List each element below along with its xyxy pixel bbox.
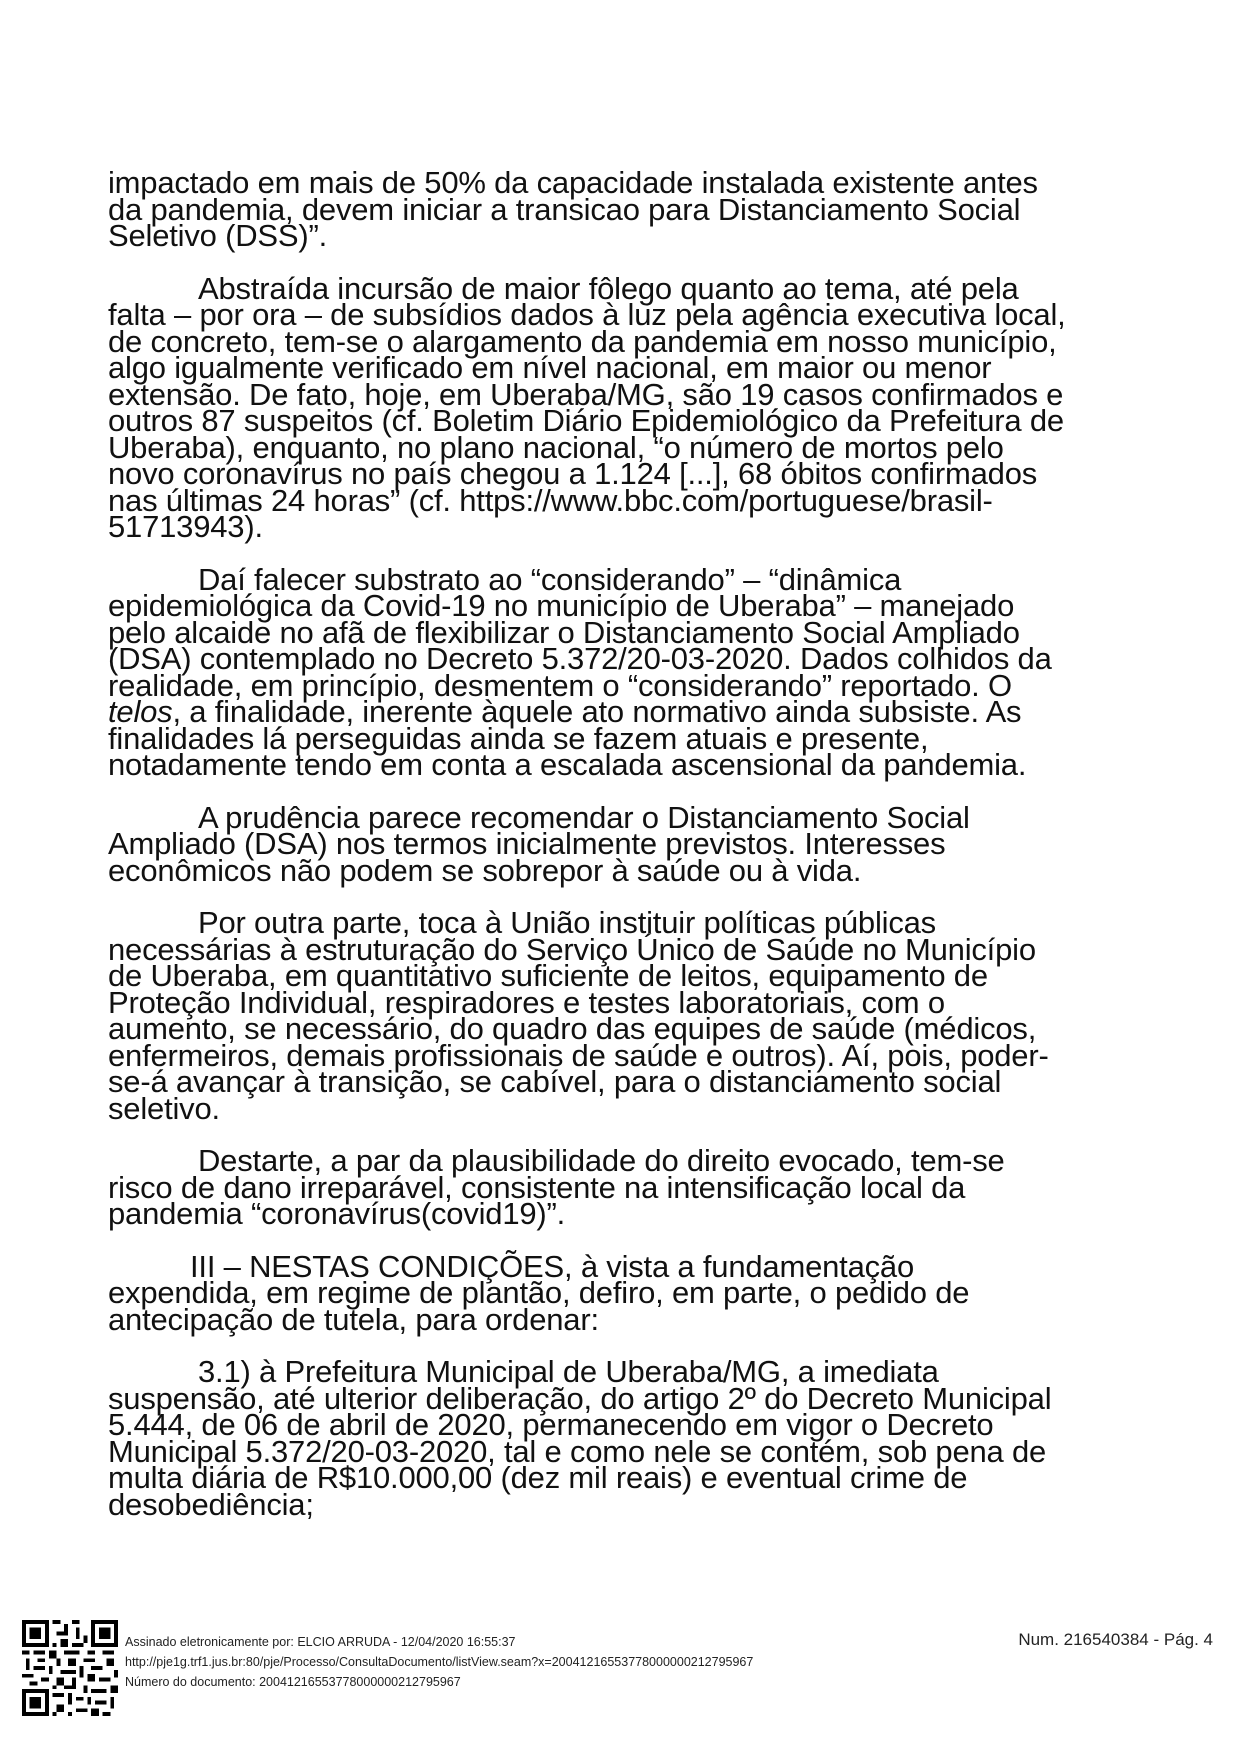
paragraph-3-end: , a finalidade, inerente àquele ato normativo ainda subsiste. As finalidades lá perseguidas ainda se fazem atuais e presente, notadamente tendo em conta a escalada ascensional da pandemia. (108, 694, 1027, 782)
paragraph-5: Por outra parte, toca à União instituir políticas públicas necessárias à estruturação do Serviço Único de Saúde no Município de Uberaba, em quantitativo suficiente de leitos, equipamento de Proteção Individual, respiradores e testes laboratoriais, com o aumento, se necessário, do quadro das equipes de saúde (médicos, enfermeiros, demais profissionais de saúde e outros). Aí, pois, poder-se-á avançar à transição, se cabível, para o distanciamento social seletivo. (108, 905, 1049, 1126)
paragraph-2: Abstraída incursão de maior fôlego quanto ao tema, até pela falta – por ora – de subsídios dados à luz pela agência executiva local, de concreto, tem-se o alargamento da pandemia em nosso município, algo igualmente verificado em nível nacional, em maior ou menor extensão. De fato, hoje, em Uberaba/MG, são 19 casos confirmados e outros 87 suspeitos (cf. Boletim Diário Epidemiológico da Prefeitura de Uberaba), enquanto, no plano nacional, “o número de mortos pelo novo coronavírus no país chegou a 1.124 [...], 68 óbitos confirmados nas últimas 24 horas” (cf. https://www.bbc.com/portuguese/brasil-51713943). (108, 270, 1066, 544)
document-url: http://pje1g.trf1.jus.br:80/pje/Processo/ConsultaDocumento/listView.seam?x=20041216553778000000212795967 (125, 1655, 754, 1669)
paragraph-8: 3.1) à Prefeitura Municipal de Uberaba/MG, a imediata suspensão, até ulterior deliberação, do artigo 2º do Decreto Municipal 5.444, de 06 de abril de 2020, permanecendo em vigor o Decreto Municipal 5.372/20-03-2020, tal e como nele se contém, sob pena de multa diária de R$10.000,00 (dez mil reais) e eventual crime de desobediência; (108, 1354, 1052, 1522)
paragraph-1: impactado em mais de 50% da capacidade instalada existente antes da pandemia, devem iniciar a transicao para Distanciamento Social Seletivo (DSS)”. (108, 165, 1038, 253)
paragraph-3-start: Daí falecer substrato ao “considerando” – “dinâmica epidemiológica da Covid-19 no município de Uberaba” – manejado pelo alcaide no afã de flexibilizar o Distanciamento Social Ampliado (DSA) contemplado no Decreto 5.372/20-03-2020. Dados colhidos da realidade, em princípio, desmentem o “considerando” reportado. O (108, 561, 1052, 703)
paragraph-6: Destarte, a par da plausibilidade do direito evocado, tem-se risco de dano irreparável, consistente na intensificação local da pandemia “coronavírus(covid19)”. (108, 1143, 1005, 1231)
document-body (108, 165, 1068, 1544)
signature-line: Assinado eletronicamente por: ELCIO ARRUDA - 12/04/2020 16:55:37 (125, 1635, 516, 1649)
qr-code-icon (22, 1620, 118, 1716)
paragraph-4: A prudência parece recomendar o Distanciamento Social Ampliado (DSA) nos termos inicialmente previstos. Interesses econômicos não podem se sobrepor à saúde ou à vida. (108, 799, 970, 888)
page-number: Num. 216540384 - Pág. 4 (1018, 1630, 1213, 1649)
paragraph-7: III – NESTAS CONDIÇÕES, à vista a fundamentação expendida, em regime de plantão, defiro, em parte, o pedido de antecipação de tutela, para ordenar: (108, 1248, 970, 1337)
paragraph-3 (108, 561, 1068, 782)
signature-footer (125, 1632, 753, 1692)
paragraph-3-italic: telos (108, 694, 173, 729)
document-number: Número do documento: 20041216553778000000212795967 (125, 1675, 461, 1689)
